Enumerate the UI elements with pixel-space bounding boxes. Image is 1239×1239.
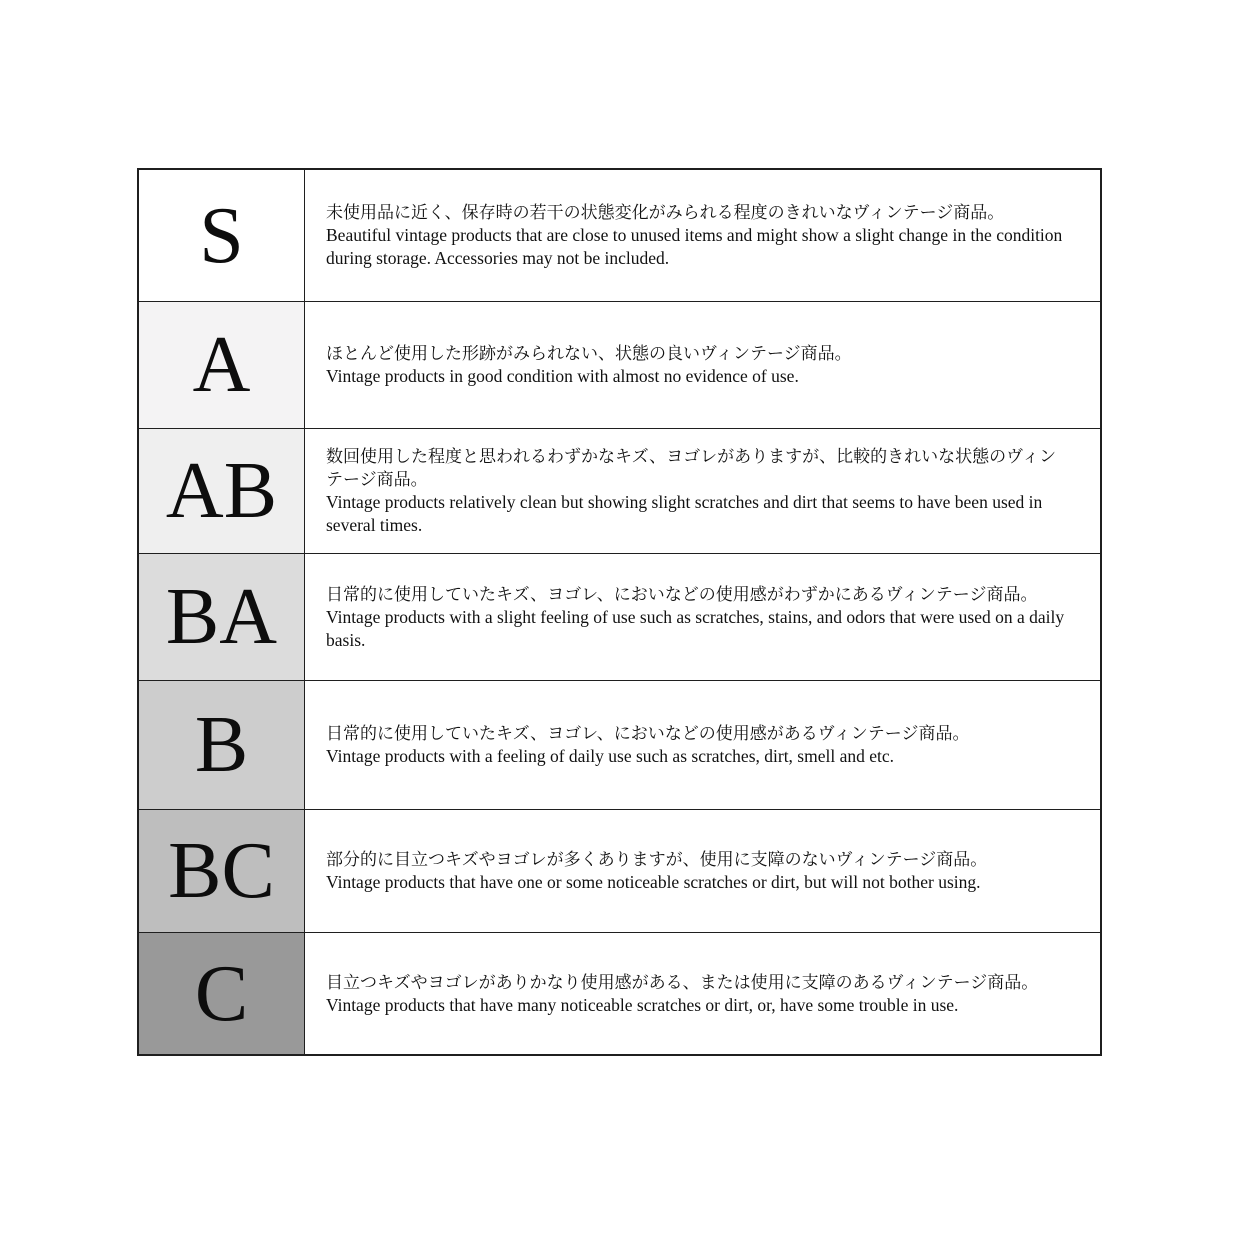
grade-letter: BA — [165, 573, 278, 661]
description-cell — [305, 429, 1100, 553]
table-row-grade-bc — [139, 810, 1100, 933]
description-cell — [305, 302, 1100, 428]
grade-letter: C — [194, 949, 249, 1038]
condition-grade-table — [137, 168, 1102, 1056]
table-row-grade-ab — [139, 429, 1100, 554]
grade-cell — [139, 933, 305, 1054]
description-cell — [305, 681, 1100, 809]
description-english: Beautiful vintage products that are close to unused items and might show a slight change in the condition during storage. Accessories may not be included. — [326, 225, 1063, 268]
table-row-grade-a — [139, 302, 1100, 429]
description-japanese: 日常的に使用していたキズ、ヨゴレ、においなどの使用感があるヴィンテージ商品。 — [326, 724, 970, 743]
description-japanese: 日常的に使用していたキズ、ヨゴレ、においなどの使用感がわずかにあるヴィンテージ商品。 — [326, 584, 1038, 604]
table-row-grade-b — [139, 681, 1100, 810]
grade-letter: BC — [168, 827, 275, 915]
grade-cell — [139, 429, 305, 553]
table-row-grade-ba — [139, 554, 1100, 681]
description-english: Vintage products that have one or some noticeable scratches or dirt, but will not bother using. — [326, 872, 981, 892]
description-japanese: 部分的に目立つキズやヨゴレが多くありますが、使用に支障のないヴィンテージ商品。 — [326, 850, 988, 869]
description-japanese: 目立つキズやヨゴレがありかなり使用感がある、または使用に支障のあるヴィンテージ商品。 — [326, 972, 1039, 992]
description-english: Vintage products with a slight feeling of use such as scratches, stains, and odors that were used on a daily basis. — [326, 606, 1065, 650]
description-cell — [305, 933, 1100, 1054]
description-cell — [305, 810, 1100, 932]
description-cell — [305, 554, 1100, 680]
grade-letter: AB — [165, 447, 278, 535]
grade-cell — [139, 554, 305, 680]
description-japanese: 数回使用した程度と思われるわずかなキズ、ヨゴレがありますが、比較的きれいな状態のヴィンテージ商品。 — [326, 447, 1057, 489]
grade-cell — [139, 302, 305, 428]
description-english: Vintage products that have many noticeable scratches or dirt, or, have some trouble in use. — [326, 994, 959, 1015]
table-row-grade-s — [139, 170, 1100, 302]
description-cell — [305, 170, 1100, 301]
description-english: Vintage products relatively clean but showing slight scratches and dirt that seems to have been used in several times. — [326, 492, 1043, 535]
grade-letter: A — [192, 321, 251, 409]
grade-letter: B — [194, 701, 249, 789]
description-english: Vintage products in good condition with almost no evidence of use. — [326, 366, 799, 386]
grade-cell — [139, 170, 305, 301]
grade-cell — [139, 810, 305, 932]
description-japanese: ほとんど使用した形跡がみられない、状態の良いヴィンテージ商品。 — [326, 344, 852, 363]
description-japanese: 未使用品に近く、保存時の若干の状態変化がみられる程度のきれいなヴィンテージ商品。 — [326, 203, 1005, 222]
table-row-grade-c — [139, 933, 1100, 1054]
grade-letter: S — [199, 191, 244, 280]
description-english: Vintage products with a feeling of daily use such as scratches, dirt, smell and etc. — [326, 746, 895, 766]
grade-cell — [139, 681, 305, 809]
